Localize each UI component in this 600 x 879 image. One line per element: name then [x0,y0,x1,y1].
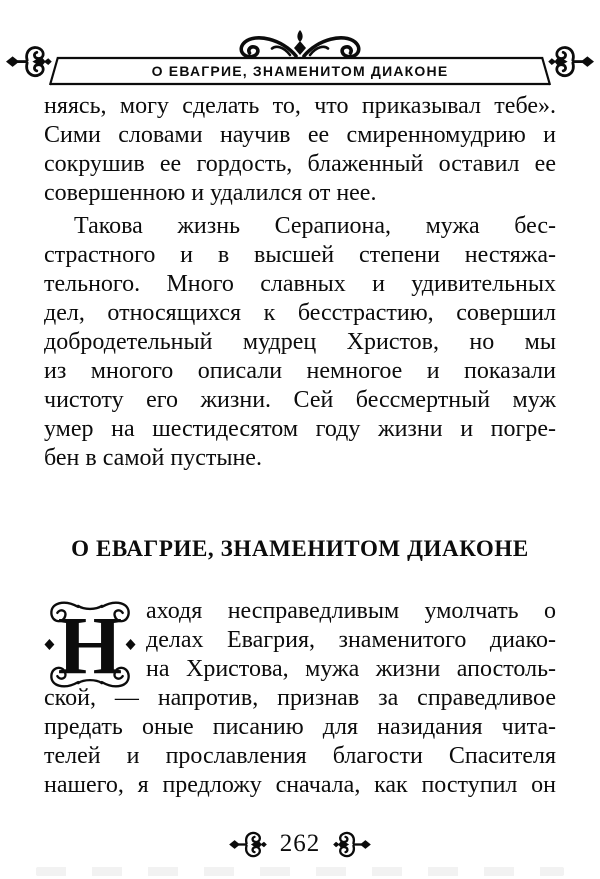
text-line: сокрушив ее гордость, блаженный оставил ее [44,151,556,177]
footer-fleuron-left-icon [229,830,267,859]
text-line: тельного. Много славных и удивительных [44,271,556,297]
footer-fleuron-right-icon [333,830,371,859]
text-line: совершенною и удалился от нее. [44,180,377,206]
page-number: 262 [279,830,321,857]
text-line: аходя несправедливым умолчать о [146,598,556,624]
page-bleed-artifact [36,867,564,876]
drop-cap-letter: Н [57,599,123,692]
text-line: Сими словами научив ее смиренномудрию и [44,122,556,148]
header-fleuron-left-icon [6,48,52,76]
paragraph-with-dropcap [44,597,556,800]
text-line: на Христова, мужа жизни апостоль- [146,656,556,682]
text-line: чистоту его жизни. Сей бессмертный муж [44,387,556,413]
text-line: предать оные писанию для назидания чита- [44,714,556,740]
text-line: страстного и в высшей степени нестяжа- [44,242,556,268]
text-line: добродетельный мудрец Христов, но мы [44,329,556,355]
text-line: телей и прославления благости Спасителя [44,743,556,769]
running-header-title: О ЕВАГРИЕ, ЗНАМЕНИТОМ ДИАКОНЕ [151,63,449,79]
text-line: Такова жизнь Серапиона, мужа бес- [74,213,556,239]
body-text [44,92,556,800]
crest-icon [241,30,358,57]
paragraph [44,212,556,473]
text-line: бен в самой пустыне. [44,445,262,471]
text-line: няясь, могу сделать то, что приказывал тебе». [44,93,556,119]
drop-cap-initial-icon [44,597,136,692]
running-header [0,28,600,90]
text-line: умер на шестидесятом году жизни и погре- [44,416,556,442]
section-heading: О ЕВАГРИЕ, ЗНАМЕНИТОМ ДИАКОНЕ [71,536,529,561]
text-line: дел, относящихся к бесстрастию, совершил [44,300,556,326]
text-line: нашего, я предложу сначала, как поступил он [44,772,556,798]
page-footer [0,826,600,862]
text-line: из многого описали немногое и показали [44,358,556,384]
paragraph [44,92,556,208]
text-line: делах Евагрия, знаменитого диако- [146,627,556,653]
header-fleuron-right-icon [548,48,594,76]
text-line: ской, — напротив, признав за справедливое [44,685,556,711]
